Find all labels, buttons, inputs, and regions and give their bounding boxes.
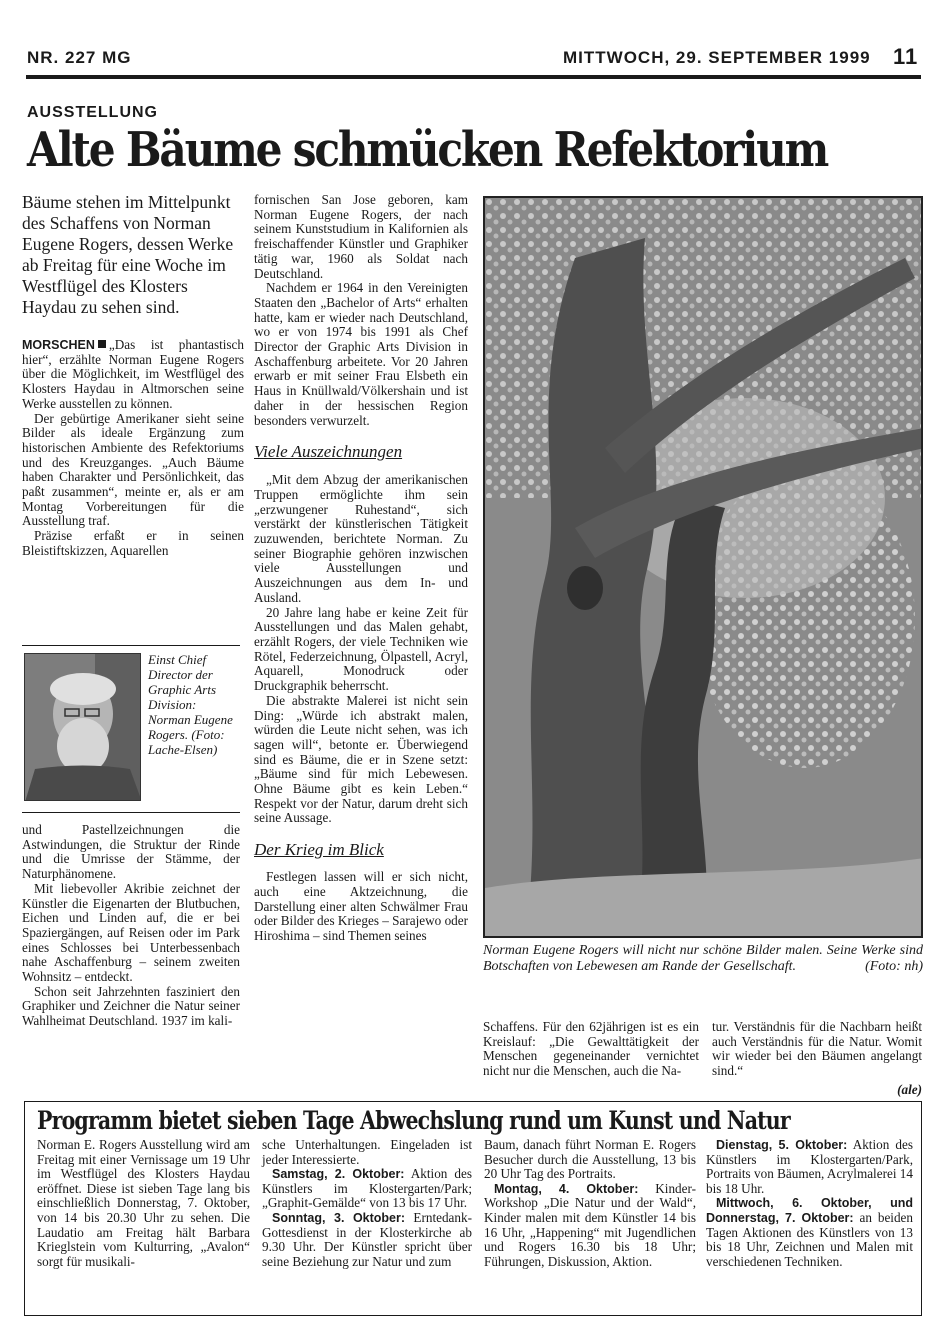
program-column-4 [706,1138,913,1269]
article-headline: Alte Bäume schmücken Refektorium [27,122,828,178]
program-day-wednesday-thursday: Mittwoch, 6. Oktober, und Donnerstag, 7. Oktober: [706,1196,913,1225]
article-column-1-continued [22,823,240,1029]
program-day-tuesday: Dienstag, 5. Oktober: [716,1138,848,1152]
issue-number: NR. 227 MG [27,48,132,67]
paragraph: 20 Jahre lang habe er keine Zeit für Ausstellungen und das Malen gehabt, erzählt Rogers, der viele Techniken wie Rötel, Federzeichnung, Ölpastell, Acryl, Aquarell, Monodruck oder Druckgraphik beherrscht. [254,604,468,694]
painting-credit: (Foto: nh) [865,958,923,974]
paragraph: Schon seit Jahrzehnten fasziniert den Graphiker und Zeichner die Natur seiner Wahlheimat Deutschland. 1937 im kali- [22,983,240,1029]
paragraph: Nachdem er 1964 in den Vereinigten Staaten den „Bachelor of Arts“ erhalten hatte, kam er wieder nach Deutschland, wo er von 1974 bis 1991 als Chef Director der Graphic Arts Division in Aschaffenburg arbeitete. Vor 20 Jahren erwarb er mit seiner Frau Elsbeth ein Haus in Knüllwald/Völkershain und ist daher in der hessischen Region besonders verwurzelt. [254,280,468,428]
program-title: Programm bietet sieben Tage Abwechslung rund um Kunst und Natur [37,1106,790,1135]
paragraph: Festlegen lassen will er sich nicht, auch eine Aktzeichnung, die Darstellung einer alten Schwälmer Frau oder Bilder des Krieges – Sarajewo oder Hiroshima – sind Themen seines [254,869,468,943]
paragraph: und Pastellzeichnungen die Astwindungen, die Struktur der Rinde und die Umrisse der Stämme, der Naturphänomene. [22,822,240,882]
subhead-war: Der Krieg im Blick [254,840,384,860]
program-day-saturday: Samstag, 2. Oktober: [272,1167,405,1182]
portrait-photo [24,653,141,801]
program-text: Erntedank-Gottesdienst in der Klosterkirche ab 9.30 Uhr. Der Künstler spricht über seine Beziehung zur Natur und zum [262,1209,472,1269]
portrait-rule-bottom [22,812,240,813]
paragraph: „Das ist phantastisch hier“, erzählte Norman Eugene Rogers über die Möglichkeit, im Westflügel des Klosters Haydau in Altmorschen seine Werke ausstellen zu können. [22,337,244,411]
portrait-image [25,654,141,801]
program-text: Baum, danach führt Norman E. Rogers Besucher durch die Ausstellung, 13 bis 20 Uhr Tag des Portraits. [484,1137,696,1182]
article-column-3 [483,1020,699,1079]
program-day-monday: Montag, 4. Oktober: [494,1181,639,1196]
painting-caption [483,943,923,974]
article-author: (ale) [897,1081,922,1097]
paragraph: Der gebürtige Amerikaner sieht seine Bilder als ideale Ergänzung zum historischen Ambiente des Refektoriums und des Kreuzganges. „Auch Bäume haben Charakter und Persönlichkeit, das paßt zusammen“, meinte er, als er am Montag Vorbereitungen für die Ausstellung traf. [22,410,244,529]
portrait-rule-top [22,645,240,646]
portrait-caption: Einst Chief Director der Graphic Arts Division: Norman Eugene Rogers. (Foto: Lache-Elsen) [148,652,233,757]
dateline-square-icon [98,340,106,348]
program-text: Aktion des Künstlers im Klostergarten/Park; „Graphit-Gemälde“ von 13 bis 17 Uhr. [262,1166,472,1211]
issue-date: MITTWOCH, 29. SEPTEMBER 1999 [563,48,871,67]
paragraph: Die abstrakte Malerei ist nicht sein Ding: „Würde ich abstrakt malen, würden die Leute nicht sehen, was ich sagen will“, betonte er. Überwiegend sind es Bäume, die er in Szene setzt: „Bäume sind für mich Lebewesen. Ohne Bäume gibt es kein Leben.“ Respekt vor der Natur, darum dreht sich seine Aussage. [254,692,468,826]
paragraph: tur. Verständnis für die Nachbarn heißt auch Verständnis für die Natur. Womit wir wieder bei den Bäumen angelangt sind.“ [712,1019,922,1079]
dateline: MORSCHEN [22,338,95,352]
masthead-rule [26,75,921,79]
painting-image [485,198,923,938]
program-column-1 [37,1138,250,1269]
article-column-4 [712,1020,922,1098]
program-day-sunday: Sonntag, 3. Oktober: [272,1210,406,1225]
program-column-3 [484,1138,696,1269]
paragraph: fornischen San Jose geboren, kam Norman Eugene Rogers, der nach seinem Kunststudium in Kalifornien als freischaffender Künstler und Graphiker tätig war, 1960 als Soldat nach Deutschland. [254,192,468,281]
paragraph: Mit liebevoller Akribie zeichnet der Künstler die Eigenarten der Blutbuchen, Eichen und Linden auf, die er bei Spaziergängen, auf Reisen oder im Park eines Schlosses bei Unterbessenbach nahe Aschaffenburg – seinem zweiten Wohnsitz – entdeckt. [22,880,240,985]
article-kicker: AUSSTELLUNG [27,104,158,121]
program-text: Norman E. Rogers Ausstellung wird am Freitag mit einer Vernissage um 19 Uhr im Westflügel des Klosters Haydau eröffnet. Diese ist sieben Tage lang bis einschließlich Donnerstag, 7. Oktober, von 14 bis 20.30 Uhr zu sehen. Die Laudatio am Freitag hält Barbara Krieglstein vom Kulturring, „Avalon“ sorgt für musikali- [37,1137,250,1269]
program-column-2 [262,1138,472,1269]
program-text: Kinder-Workshop „Die Natur und der Wald“, Kinder malen mit dem Künstler 14 bis 16 Uhr, „Happening“ mit Jugendlichen und Rogers 16.30 bis 18 Uhr; Führungen, Diskussion, Aktion. [484,1180,696,1269]
page-number: 11 [893,44,919,69]
paragraph: „Mit dem Abzug der amerikanischen Truppen ermöglichte ihm sein „erzwungener Ruhestand“, sich verstärkt der künstlerischen Tätigkeit zuzuwenden, berichtete Norman. Zu seiner Biographie gehören inzwischen viele Ausstellungen und Auszeichnungen aus dem In- und Ausland. [254,472,468,605]
painting-caption-text: Norman Eugene Rogers will nicht nur schöne Bilder malen. Seine Werke sind Botschaften von Lebewesen am Rande der Gesellschaft. [483,943,923,974]
article-column-1 [22,192,244,559]
program-text: Aktion des Künstlers im Klostergarten/Park, Portraits von Bäumen, Acrylmalerei 14 bis 18 Uhr. [706,1137,913,1196]
program-text: an beiden Tagen Aktionen des Künstlers von 13 bis 18 Uhr, Zeichnen und Malen mit verschiedenen Techniken. [706,1209,913,1269]
article-intro: Bäume stehen im Mittelpunkt des Schaffens von Norman Eugene Rogers, dessen Werke ab Freitag für eine Woche im Westflügel des Klosters Haydau zu sehen sind. [22,192,234,317]
painting-photo [483,196,923,938]
article-column-2 [254,193,468,944]
program-text: sche Unterhaltungen. Eingeladen ist jeder Interessierte. [262,1137,472,1167]
subhead-awards: Viele Auszeichnungen [254,442,403,462]
paragraph: Schaffens. Für den 62jährigen ist es ein Kreislauf: „Die Gewalttätigkeit der Menschen gegeneinander vernichtet nicht nur die Menschen, auch die Na- [483,1019,699,1079]
paragraph: Präzise erfaßt er in seinen Bleistiftskizzen, Aquarellen [22,528,244,558]
